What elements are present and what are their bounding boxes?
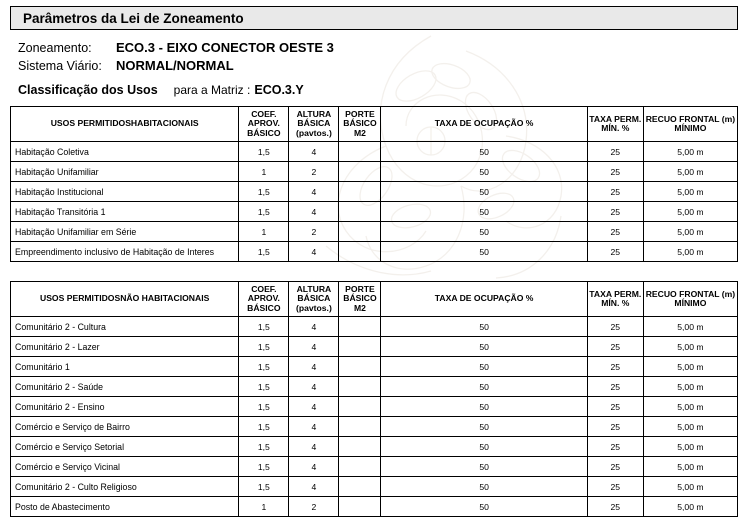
cell-coef: 1,5	[239, 142, 289, 162]
cell-coef: 1,5	[239, 457, 289, 477]
cell-coef: 1,5	[239, 477, 289, 497]
cell-recuo: 5,00 m	[643, 477, 737, 497]
cell-coef: 1,5	[239, 417, 289, 437]
table-row	[11, 142, 738, 162]
cell-recuo: 5,00 m	[643, 417, 737, 437]
table-row	[11, 242, 738, 262]
table-row	[11, 477, 738, 497]
cell-recuo: 5,00 m	[643, 202, 737, 222]
cell-uso: Comércio e Serviço Vicinal	[11, 457, 239, 477]
cell-porte	[339, 437, 381, 457]
page-title: Parâmetros da Lei de Zoneamento	[23, 10, 244, 26]
col-altura: ALTURA BÁSICA (pavtos.)	[289, 107, 339, 142]
cell-taxa-perm: 25	[587, 417, 643, 437]
cell-altura: 4	[289, 182, 339, 202]
cell-altura: 4	[289, 142, 339, 162]
cell-taxa-perm: 25	[587, 182, 643, 202]
cell-taxa-ocupacao: 50	[381, 317, 587, 337]
cell-taxa-ocupacao: 50	[381, 202, 587, 222]
cell-altura: 4	[289, 202, 339, 222]
zoning-info	[18, 40, 746, 97]
cell-recuo: 5,00 m	[643, 397, 737, 417]
col-coef: COEF. APROV. BÁSICO	[239, 282, 289, 317]
cell-recuo: 5,00 m	[643, 162, 737, 182]
cell-altura: 4	[289, 477, 339, 497]
cell-porte	[339, 202, 381, 222]
col-taxa-perm: TAXA PERM. MÍN. %	[587, 282, 643, 317]
table-gap	[0, 262, 746, 272]
cell-recuo: 5,00 m	[643, 497, 737, 517]
cell-porte	[339, 397, 381, 417]
cell-taxa-ocupacao: 50	[381, 437, 587, 457]
sistema-viario-row	[18, 58, 746, 75]
cell-altura: 4	[289, 317, 339, 337]
cell-taxa-ocupacao: 50	[381, 162, 587, 182]
cell-taxa-perm: 25	[587, 242, 643, 262]
cell-altura: 4	[289, 242, 339, 262]
cell-coef: 1,5	[239, 242, 289, 262]
cell-uso: Habitação Coletiva	[11, 142, 239, 162]
cell-coef: 1,5	[239, 337, 289, 357]
table-row	[11, 202, 738, 222]
cell-porte	[339, 337, 381, 357]
cell-coef: 1,5	[239, 317, 289, 337]
cell-recuo: 5,00 m	[643, 317, 737, 337]
cell-recuo: 5,00 m	[643, 142, 737, 162]
sistema-viario-label: Sistema Viário:	[18, 58, 102, 73]
cell-uso: Comunitário 1	[11, 357, 239, 377]
cell-uso: Comércio e Serviço Setorial	[11, 437, 239, 457]
cell-coef: 1,5	[239, 397, 289, 417]
table-row	[11, 182, 738, 202]
cell-taxa-ocupacao: 50	[381, 142, 587, 162]
cell-uso: Comunitário 2 - Culto Religioso	[11, 477, 239, 497]
cell-altura: 4	[289, 457, 339, 477]
cell-uso: Comunitário 2 - Ensino	[11, 397, 239, 417]
cell-taxa-perm: 25	[587, 142, 643, 162]
cell-uso: Habitação Institucional	[11, 182, 239, 202]
table-row	[11, 317, 738, 337]
cell-coef: 1,5	[239, 377, 289, 397]
cell-recuo: 5,00 m	[643, 437, 737, 457]
document-page	[0, 6, 746, 517]
cell-taxa-ocupacao: 50	[381, 397, 587, 417]
cell-taxa-ocupacao: 50	[381, 242, 587, 262]
sistema-viario-value: NORMAL/NORMAL	[116, 57, 234, 73]
col-taxa-perm: TAXA PERM. MÍN. %	[587, 107, 643, 142]
cell-taxa-perm: 25	[587, 357, 643, 377]
cell-porte	[339, 497, 381, 517]
table-row	[11, 377, 738, 397]
cell-taxa-perm: 25	[587, 497, 643, 517]
cell-altura: 2	[289, 497, 339, 517]
table-row	[11, 457, 738, 477]
table-row	[11, 162, 738, 182]
cell-uso: Habitação Transitória 1	[11, 202, 239, 222]
cell-taxa-perm: 25	[587, 457, 643, 477]
col-porte: PORTE BÁSICO M2	[339, 107, 381, 142]
cell-uso: Comércio e Serviço de Bairro	[11, 417, 239, 437]
cell-taxa-ocupacao: 50	[381, 357, 587, 377]
table-row	[11, 337, 738, 357]
cell-coef: 1,5	[239, 182, 289, 202]
cell-taxa-ocupacao: 50	[381, 457, 587, 477]
table-row	[11, 417, 738, 437]
cell-taxa-ocupacao: 50	[381, 417, 587, 437]
table-row	[11, 397, 738, 417]
page-title-bar	[10, 6, 738, 30]
cell-uso: Habitação Unifamiliar	[11, 162, 239, 182]
cell-recuo: 5,00 m	[643, 457, 737, 477]
cell-coef: 1,5	[239, 357, 289, 377]
matriz-value: ECO.3.Y	[254, 83, 304, 98]
cell-uso: Comunitário 2 - Saúde	[11, 377, 239, 397]
cell-porte	[339, 457, 381, 477]
cell-taxa-perm: 25	[587, 397, 643, 417]
col-taxa-ocupacao: TAXA DE OCUPAÇÃO %	[381, 282, 587, 317]
cell-taxa-ocupacao: 50	[381, 377, 587, 397]
cell-taxa-perm: 25	[587, 477, 643, 497]
cell-uso: Posto de Abastecimento	[11, 497, 239, 517]
cell-porte	[339, 142, 381, 162]
cell-taxa-ocupacao: 50	[381, 477, 587, 497]
col-usos: USOS PERMITIDOSNÃO HABITACIONAIS	[11, 282, 239, 317]
cell-porte	[339, 182, 381, 202]
col-recuo-frontal: RECUO FRONTAL (m) MÍNIMO	[643, 282, 737, 317]
cell-porte	[339, 477, 381, 497]
col-coef: COEF. APROV. BÁSICO	[239, 107, 289, 142]
col-recuo-frontal: RECUO FRONTAL (m) MÍNIMO	[643, 107, 737, 142]
zoneamento-row	[18, 40, 746, 57]
cell-taxa-perm: 25	[587, 377, 643, 397]
cell-uso: Habitação Unifamiliar em Série	[11, 222, 239, 242]
col-taxa-ocupacao: TAXA DE OCUPAÇÃO %	[381, 107, 587, 142]
classificacao-row	[18, 83, 746, 97]
cell-recuo: 5,00 m	[643, 242, 737, 262]
cell-recuo: 5,00 m	[643, 357, 737, 377]
cell-altura: 4	[289, 417, 339, 437]
zoneamento-label: Zoneamento:	[18, 41, 92, 55]
cell-taxa-perm: 25	[587, 317, 643, 337]
cell-coef: 1	[239, 497, 289, 517]
table-header-row	[11, 107, 738, 142]
cell-recuo: 5,00 m	[643, 222, 737, 242]
cell-porte	[339, 242, 381, 262]
col-altura: ALTURA BÁSICA (pavtos.)	[289, 282, 339, 317]
cell-altura: 2	[289, 222, 339, 242]
cell-porte	[339, 222, 381, 242]
cell-taxa-perm: 25	[587, 162, 643, 182]
col-porte: PORTE BÁSICO M2	[339, 282, 381, 317]
cell-altura: 4	[289, 397, 339, 417]
cell-taxa-perm: 25	[587, 202, 643, 222]
table-header-row	[11, 282, 738, 317]
cell-porte	[339, 162, 381, 182]
table-row	[11, 222, 738, 242]
cell-coef: 1,5	[239, 202, 289, 222]
matriz-label: para a Matriz :	[173, 83, 251, 98]
cell-altura: 4	[289, 337, 339, 357]
zoneamento-value: ECO.3 - EIXO CONECTOR OESTE 3	[116, 40, 334, 55]
cell-porte	[339, 317, 381, 337]
classificacao-label: Classificação dos Usos	[18, 83, 158, 98]
table-row	[11, 437, 738, 457]
cell-recuo: 5,00 m	[643, 182, 737, 202]
cell-uso: Comunitário 2 - Lazer	[11, 337, 239, 357]
table-usos-nao-habitacionais	[10, 281, 738, 517]
cell-coef: 1	[239, 162, 289, 182]
cell-taxa-perm: 25	[587, 222, 643, 242]
table-row	[11, 497, 738, 517]
table-usos-habitacionais	[10, 106, 738, 262]
cell-taxa-perm: 25	[587, 437, 643, 457]
table-row	[11, 357, 738, 377]
cell-recuo: 5,00 m	[643, 377, 737, 397]
col-usos: USOS PERMITIDOSHABITACIONAIS	[11, 107, 239, 142]
cell-altura: 4	[289, 437, 339, 457]
cell-altura: 4	[289, 377, 339, 397]
cell-taxa-ocupacao: 50	[381, 222, 587, 242]
cell-altura: 2	[289, 162, 339, 182]
cell-porte	[339, 377, 381, 397]
cell-uso: Empreendimento inclusivo de Habitação de Interes	[11, 242, 239, 262]
cell-taxa-ocupacao: 50	[381, 182, 587, 202]
cell-altura: 4	[289, 357, 339, 377]
cell-porte	[339, 357, 381, 377]
cell-coef: 1,5	[239, 437, 289, 457]
cell-recuo: 5,00 m	[643, 337, 737, 357]
cell-taxa-ocupacao: 50	[381, 497, 587, 517]
cell-uso: Comunitário 2 - Cultura	[11, 317, 239, 337]
cell-taxa-perm: 25	[587, 337, 643, 357]
cell-taxa-ocupacao: 50	[381, 337, 587, 357]
cell-coef: 1	[239, 222, 289, 242]
cell-porte	[339, 417, 381, 437]
